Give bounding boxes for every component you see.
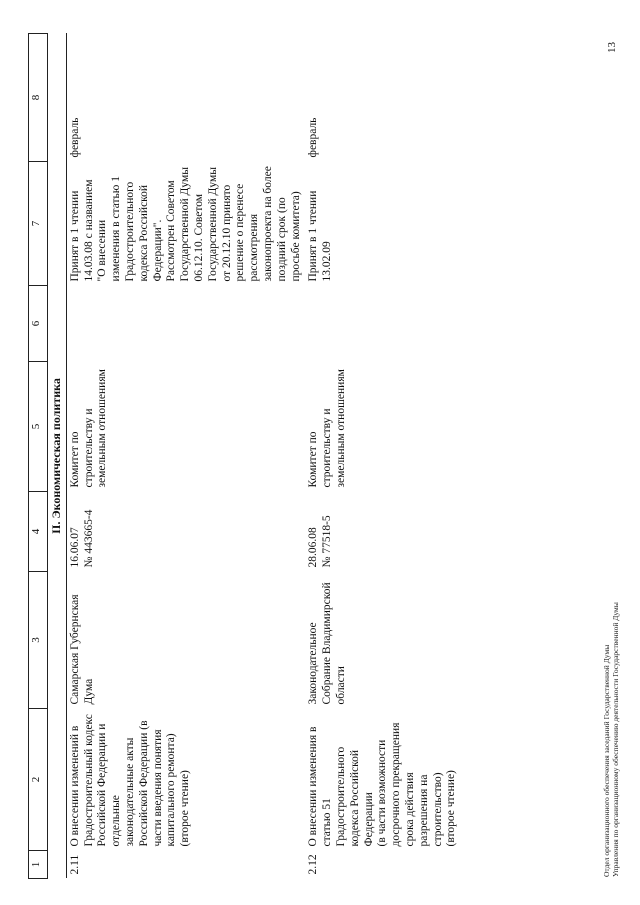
bill-initiator: Законодательное Собрание Владимирской области xyxy=(307,582,347,705)
column-header-4: 4 xyxy=(29,492,48,572)
bill-status: Принят в 1 чтении 14.03.08 с названием "О внесении изменения в статью 1 Градостроительного кодекса Российской Федерации". Рассмотрен Советом Государственной Думы 06.12.10. Советом Государственной Думы от 20.12.10 принято решение о перенесе рассмотрения законопроекта на более поздний срок (по просьбе комитета) xyxy=(68,166,302,282)
column-header-3: 3 xyxy=(29,572,48,709)
column-header-2: 2 xyxy=(29,709,48,851)
bill-title: О внесении изменения в статью 51 Градостроительного кодекса Российской Федерации (в части возможности досрочного прекращения срока действия разрешения на строительство) (второе чтение) xyxy=(307,722,458,847)
section-title: II. Экономическая политика xyxy=(48,34,67,879)
bill-date: 28.06.08 xyxy=(307,527,320,568)
row-number: 2.11 xyxy=(68,854,81,875)
column-header-7: 7 xyxy=(29,162,48,286)
column-6-cell xyxy=(305,286,461,362)
column-header-8: 8 xyxy=(29,34,48,162)
planned-month: февраль xyxy=(68,117,81,158)
column-header-1: 1 xyxy=(29,851,48,879)
bill-date-number xyxy=(305,492,461,572)
bill-number: № 77518-5 xyxy=(321,515,334,568)
table-row xyxy=(66,34,305,879)
responsible-committee: Комитет по строительству и земельным отношениям xyxy=(68,369,109,488)
column-header-5: 5 xyxy=(29,362,48,492)
column-header-6: 6 xyxy=(29,286,48,362)
bill-date: 16.06.07 xyxy=(68,527,81,568)
bill-initiator: Самарская Губернская Дума xyxy=(68,594,95,705)
legislation-table xyxy=(28,33,461,879)
responsible-committee: Комитет по строительству и земельным отношениям xyxy=(307,369,347,488)
planned-month: февраль xyxy=(307,117,320,158)
table-row xyxy=(305,34,461,879)
bill-date-number xyxy=(66,492,305,572)
footer-department: Отдел организационного обеспечения заседаний Государственной Думы xyxy=(602,644,611,877)
bill-title: О внесении изменений в Градостроительный кодекс Российской Федерации и отдельные законодательные акты Российской Федерации (в части введения понятия капитального ремонта) (второе чтение) xyxy=(68,714,192,847)
row-number: 2.12 xyxy=(307,854,320,875)
bill-status: Принят в 1 чтении 13.02.09 xyxy=(307,190,334,282)
column-6-cell xyxy=(66,286,305,362)
page-footer xyxy=(602,602,620,877)
footer-directorate: Управления по организационному обеспечению деятельности Государственной Думы xyxy=(611,602,620,877)
page-number: 13 xyxy=(606,42,618,53)
column-number-row xyxy=(29,34,48,879)
section-heading-row xyxy=(48,34,67,879)
bill-number: № 443665-4 xyxy=(82,509,95,568)
